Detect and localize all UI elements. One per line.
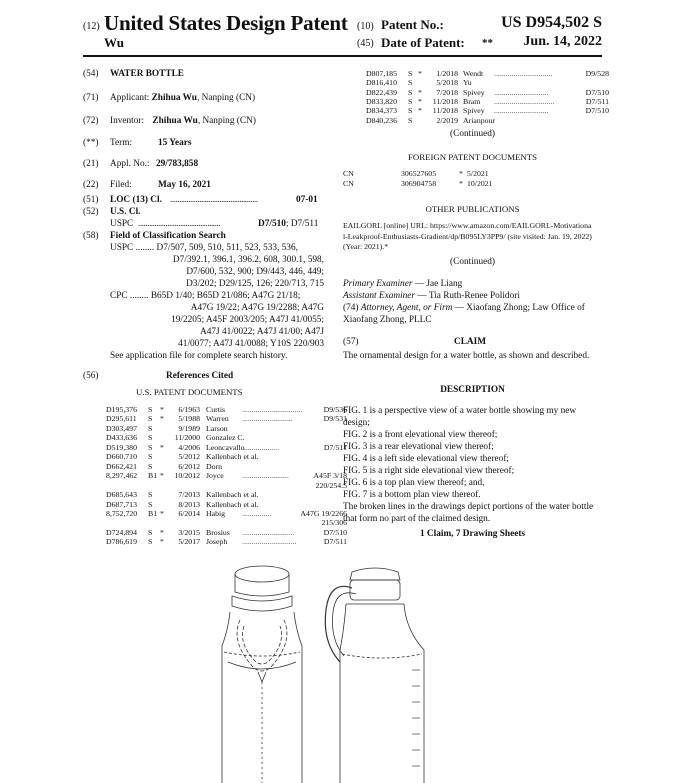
uspc-primary: D7/510 <box>258 219 286 229</box>
bottle-front-drawing <box>222 566 302 783</box>
foreign-reference-date: 10/2021 <box>467 178 493 188</box>
inventor-label: Inventor: <box>110 116 145 126</box>
applicant-name: Zhihua Wu <box>151 93 197 103</box>
other-publication: EAILGORL [online] URL: https://www.amazon.com/EAILGORL-Motivational-Leakproof-Enthusiasts-Gradient/dp/B095LY3PP9/ (site visited: Jan. 19, 2022) (Year: 2021).* <box>343 221 592 251</box>
reference-cls: D7/510 <box>585 106 609 116</box>
uspc-search-line: D3/202; D29/125, 126; 220/713, 715 <box>186 279 324 289</box>
reference-cls: D7/511 <box>323 442 347 452</box>
code-51: (51) <box>83 195 99 205</box>
reference-num: D660,710 <box>106 452 137 462</box>
assistant-examiner <box>343 290 520 302</box>
reference-date: 6/2014 <box>178 508 200 518</box>
reference-name: Curtis <box>206 405 226 414</box>
foreign-reference-num: 306904758 <box>401 178 437 188</box>
cpc-search-line: 19/2205; A45F 2003/205; A47J 41/0055; <box>171 315 324 325</box>
code-58: (58) <box>83 231 99 241</box>
reference-name: Warren <box>206 414 229 424</box>
reference-date: 5/2012 <box>178 452 200 462</box>
reference-cls: D9/531 <box>323 414 347 424</box>
reference-name: Wendt <box>463 69 484 78</box>
reference-kind: S <box>148 499 153 509</box>
reference-cls: A45F 3/18 <box>313 471 347 481</box>
patent-title: WATER BOTTLE <box>110 69 184 79</box>
description-line: FIG. 5 is a right side elevational view thereof; <box>343 466 515 476</box>
reference-name: Gonzalez C. <box>206 433 245 443</box>
inventor-location: , Nanping (CN) <box>197 116 256 126</box>
date-of-patent: Jun. 14, 2022 <box>523 34 602 49</box>
references-cited-heading: References Cited <box>166 371 234 381</box>
reference-star: * <box>160 471 164 481</box>
reference-num: D816,410 <box>366 78 397 88</box>
date-of-patent-label: Date of Patent: <box>381 35 465 50</box>
cpc-search-line: CPC ........ B65D 1/40; B65D 21/086; A47G 21/18; <box>110 291 301 301</box>
description-heading: DESCRIPTION <box>440 385 505 395</box>
continued-label: (Continued) <box>450 129 495 139</box>
reference-name: Arianpour <box>463 115 496 125</box>
attorney-value: — Xiaofang Zhong; Law Office of Xiaofang Zhong, PLLC <box>343 303 585 325</box>
reference-star: * <box>160 414 164 424</box>
bottle-side-drawing <box>325 568 424 783</box>
reference-name: Larson <box>206 423 228 433</box>
reference-name: Kallenbach et al. <box>206 452 259 462</box>
reference-star: * <box>160 527 164 537</box>
claim-text: The ornamental design for a water bottle, as shown and described. <box>343 351 590 361</box>
claim-heading: CLAIM <box>453 337 487 347</box>
reference-kind: S <box>148 537 153 547</box>
reference-date: 8/2013 <box>178 499 200 509</box>
cpc-search-line: A47J 41/0022; A47J 41/00; A47J <box>200 327 324 337</box>
search-history-note: See application file for complete search history. <box>110 351 288 361</box>
description-line: FIG. 1 is a perspective view of a water bottle showing my new design; <box>343 406 577 428</box>
uspc-search-block <box>110 242 324 290</box>
foreign-reference-star: * <box>459 178 463 188</box>
term-label: Term: <box>110 138 133 148</box>
uspc-secondary: ; D7/511 <box>285 219 319 229</box>
term-extension-marker: ** <box>482 37 493 49</box>
code-12: (12) <box>83 21 100 32</box>
reference-name: Joyce <box>206 471 224 481</box>
reference-kind: S <box>408 87 413 97</box>
reference-name: Yu <box>463 78 472 88</box>
reference-cls: D7/510 <box>323 527 347 537</box>
reference-dots: .............................. <box>494 69 553 78</box>
reference-kind: S <box>148 414 153 424</box>
code-45: (45) <box>357 38 374 49</box>
reference-dots: ............................ <box>494 87 549 97</box>
reference-num: D833,820 <box>366 96 397 106</box>
reference-star: * <box>418 69 422 78</box>
loc-label: LOC (13) Cl. <box>110 195 162 205</box>
reference-name: Brosius <box>206 527 230 537</box>
appl-no-value: 29/783,858 <box>156 159 199 169</box>
applicant-location: , Nanping (CN) <box>196 93 256 103</box>
reference-dots: ............................... <box>242 405 303 414</box>
reference-num: D303,497 <box>106 423 137 433</box>
reference-dots: ........................... <box>242 527 295 537</box>
reference-num: D685,643 <box>106 490 137 500</box>
header-rule <box>83 55 602 57</box>
inventor <box>110 115 256 127</box>
reference-date: 6/1963 <box>178 405 200 414</box>
reference-num: D687,713 <box>106 499 137 509</box>
reference-cls: D7/511 <box>323 537 347 547</box>
reference-kind: B1 <box>148 508 158 518</box>
reference-name: Dorn <box>206 461 223 471</box>
filed-label: Filed: <box>110 180 132 190</box>
foreign-reference-date: 5/2021 <box>467 169 489 178</box>
reference-cls: 215/306 <box>321 518 347 528</box>
reference-date: 5/2017 <box>178 537 200 547</box>
attorney <box>343 302 602 326</box>
reference-cls: D7/511 <box>585 96 609 106</box>
reference-cls: D9/536 <box>323 405 347 414</box>
assistant-examiner-name: — Tia Ruth-Renee Polidori <box>415 291 520 301</box>
us-cl-label: U.S. Cl. <box>110 207 141 217</box>
reference-name: Kallenbach et al. <box>206 490 259 500</box>
reference-kind: S <box>408 106 413 116</box>
reference-kind: S <box>408 69 413 78</box>
reference-num: D834,373 <box>366 106 397 116</box>
reference-kind: S <box>148 423 153 433</box>
reference-date: 1/2018 <box>436 69 458 78</box>
reference-name: Bram <box>463 96 481 106</box>
reference-date: 11/2000 <box>174 433 200 443</box>
reference-date: 9/1989 <box>178 423 200 433</box>
reference-kind: S <box>148 490 153 500</box>
reference-star: * <box>418 96 422 106</box>
code-72: (72) <box>83 116 99 126</box>
us-patent-docs-heading: U.S. PATENT DOCUMENTS <box>136 387 243 397</box>
reference-kind: S <box>408 78 413 88</box>
continued-label-2: (Continued) <box>450 257 495 267</box>
attorney-code: (74) <box>343 303 361 313</box>
other-publications-heading: OTHER PUBLICATIONS <box>425 204 520 214</box>
uspc-dots: ............................................. <box>138 219 221 229</box>
code-21: (21) <box>83 159 99 169</box>
appl-no-label: Appl. No.: <box>110 159 150 169</box>
reference-name: Joseph <box>206 537 228 547</box>
reference-kind: B1 <box>148 471 158 481</box>
description-line: The broken lines in the drawings depict portions of the water bottle that form no part of the claimed design. <box>343 502 594 524</box>
reference-date: 7/2013 <box>178 490 200 500</box>
reference-kind: S <box>408 115 413 125</box>
reference-date: 5/1988 <box>178 414 200 424</box>
reference-num: D822,439 <box>366 87 397 97</box>
reference-star: * <box>418 106 422 116</box>
code-56: (56) <box>83 371 99 381</box>
reference-kind: S <box>148 461 153 471</box>
attorney-label: Attorney, Agent, or Firm <box>360 303 453 313</box>
uspc-search-line: USPC ........ D7/507, 509, 510, 511, 523, 533, 536, <box>110 243 298 253</box>
foreign-reference-country: CN <box>343 178 354 188</box>
reference-kind: S <box>148 433 153 443</box>
reference-date: 7/2018 <box>436 87 458 97</box>
applicant <box>110 92 255 104</box>
reference-dots: ........................ <box>242 471 289 481</box>
reference-num: 8,297,462 <box>106 471 138 481</box>
description-line: FIG. 4 is a left side elevational view thereof; <box>343 454 510 464</box>
primary-examiner-name: — Jae Liang <box>412 279 463 289</box>
reference-num: D433,636 <box>106 433 137 443</box>
patent-number: US D954,502 S <box>501 14 602 31</box>
uspc-label: USPC <box>110 219 134 229</box>
reference-name: Spivey <box>463 106 485 116</box>
reference-num: D724,894 <box>106 527 137 537</box>
reference-name: Spivey <box>463 87 485 97</box>
reference-kind: S <box>148 527 153 537</box>
primary-examiner <box>343 278 462 290</box>
reference-star: * <box>418 87 422 97</box>
term-value: 15 Years <box>158 138 192 148</box>
foreign-reference-num: 306527605 <box>401 169 437 178</box>
cpc-search-block <box>110 290 324 350</box>
uspc-search-line: D7/600, 532, 900; D9/443, 446, 449; <box>186 267 324 277</box>
reference-num: D840,236 <box>366 115 397 125</box>
reference-date: 10/2012 <box>174 471 200 481</box>
uspc-search-line: D7/392.1, 396.1, 396.2, 608, 300.1, 598, <box>172 255 324 265</box>
code-52: (52) <box>83 207 99 217</box>
reference-cls: D7/510 <box>585 87 609 97</box>
reference-dots: ............................ <box>242 537 297 547</box>
reference-kind: S <box>148 452 153 462</box>
cpc-search-line: A47G 19/22; A47G 19/2288; A47G <box>190 303 324 313</box>
reference-num: D786,619 <box>106 537 137 547</box>
code-57: (57) <box>343 337 359 347</box>
cpc-search-line: 41/0077; A47J 41/0088; Y10S 220/903 <box>178 339 324 349</box>
claims-count: 1 Claim, 7 Drawing Sheets <box>419 529 526 539</box>
reference-num: D807,185 <box>366 69 397 78</box>
reference-date: 11/2018 <box>432 106 458 116</box>
description-line: FIG. 7 is a bottom plan view thereof. <box>343 490 481 500</box>
inventor-name: Zhihua Wu <box>152 116 198 126</box>
reference-cls: 220/254.5 <box>315 480 347 490</box>
reference-kind: S <box>408 96 413 106</box>
reference-star: * <box>160 442 164 452</box>
reference-dots: ................... <box>242 442 280 452</box>
reference-name: Leoncavallo <box>206 442 245 452</box>
loc-value: 07-01 <box>296 195 318 205</box>
code-54: (54) <box>83 69 99 79</box>
patent-no-label: Patent No.: <box>381 17 444 32</box>
description-line: FIG. 3 is a rear elevational view thereof; <box>343 442 494 452</box>
reference-dots: ............................... <box>494 96 555 106</box>
reference-name: Habig <box>206 508 226 518</box>
reference-dots: ............................ <box>494 106 549 116</box>
code-22: (22) <box>83 180 99 190</box>
inventor-short-name: Wu <box>104 35 124 50</box>
bottle-drawing <box>0 550 677 783</box>
reference-star: * <box>160 508 164 518</box>
foreign-reference-country: CN <box>343 169 354 178</box>
reference-cls: A47G 19/2266 <box>300 508 347 518</box>
reference-num: D195,376 <box>106 405 137 414</box>
reference-star: * <box>160 537 164 547</box>
field-of-search-label: Field of Classification Search <box>110 231 226 241</box>
foreign-reference-star: * <box>459 169 463 178</box>
reference-date: 11/2018 <box>432 96 458 106</box>
reference-date: 4/2006 <box>178 442 200 452</box>
reference-dots: ............... <box>242 508 272 518</box>
reference-kind: S <box>148 405 153 414</box>
reference-date: 6/2012 <box>178 461 200 471</box>
loc-dots: ................................................ <box>170 195 258 205</box>
uspc-value <box>258 218 318 230</box>
description-body <box>343 405 602 525</box>
filed-value: May 16, 2021 <box>158 180 211 190</box>
reference-num: D295,611 <box>106 414 137 424</box>
reference-date: 2/2019 <box>436 115 458 125</box>
reference-num: D519,380 <box>106 442 137 452</box>
primary-examiner-label: Primary Examiner <box>343 279 413 289</box>
reference-date: 5/2018 <box>436 78 458 88</box>
description-line: FIG. 6 is a top plan view thereof; and, <box>343 478 485 488</box>
reference-name: Kallenbach et al. <box>206 499 259 509</box>
description-line: FIG. 2 is a front elevational view thereof; <box>343 430 498 440</box>
reference-kind: S <box>148 442 153 452</box>
reference-date: 3/2015 <box>178 527 200 537</box>
reference-num: 8,752,720 <box>106 508 138 518</box>
reference-cls: D9/528 <box>585 69 609 78</box>
reference-dots: .......................... <box>242 414 293 424</box>
code-10: (10) <box>357 21 374 32</box>
document-type-title: United States Design Patent <box>104 11 348 35</box>
assistant-examiner-label: Assistant Examiner <box>343 291 416 301</box>
foreign-docs-heading: FOREIGN PATENT DOCUMENTS <box>407 152 538 162</box>
code-term: (**) <box>83 138 99 148</box>
reference-num: D662,421 <box>106 461 137 471</box>
code-71: (71) <box>83 93 99 103</box>
applicant-label: Applicant: <box>110 93 150 103</box>
reference-star: * <box>160 405 164 414</box>
